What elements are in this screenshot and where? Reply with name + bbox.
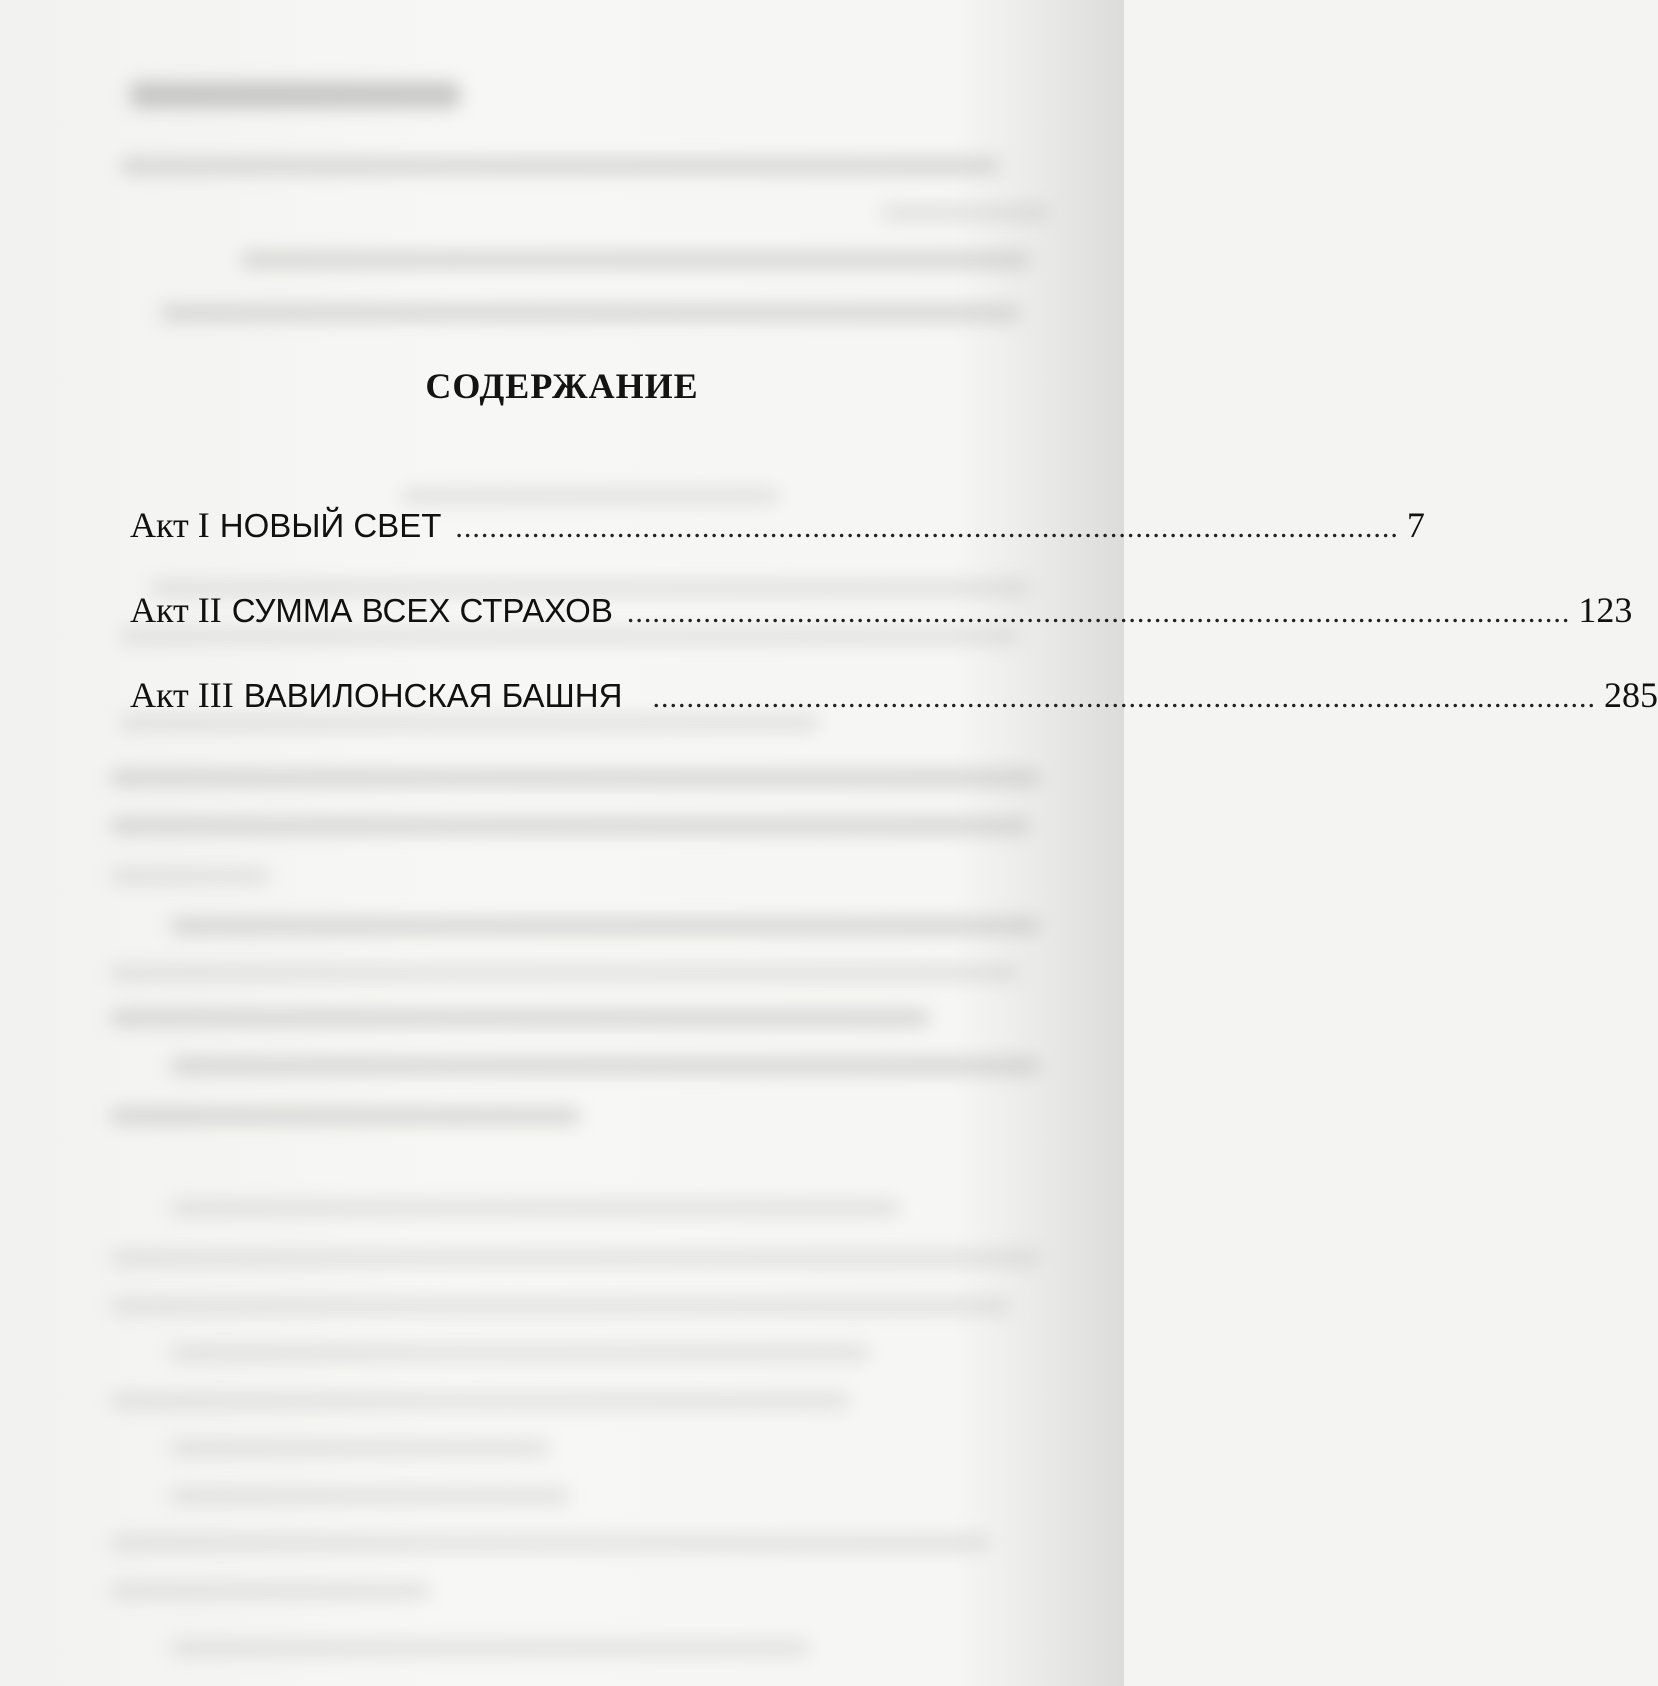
toc-entry xyxy=(130,589,1633,631)
toc-entry-act: Акт I xyxy=(130,505,210,545)
toc-entry-title: ВАВИЛОНСКАЯ БАШНЯ xyxy=(243,677,623,714)
toc-entry-act: Акт III xyxy=(130,675,234,715)
dot-leader: ............................................................................................................... xyxy=(455,511,1399,544)
toc-entry-page: 285 xyxy=(1603,675,1658,715)
toc-entry-title: НОВЫЙ СВЕТ xyxy=(219,507,442,544)
toc-entry xyxy=(130,674,1658,716)
dot-leader: ............................................................................................................... xyxy=(626,596,1571,629)
dot-leader: ............................................................................................................... xyxy=(652,681,1596,714)
toc-entry-page: 123 xyxy=(1578,590,1633,630)
contents-heading: СОДЕРЖАНИЕ xyxy=(425,366,699,406)
toc-entry xyxy=(130,504,1425,546)
toc-entry-act: Акт II xyxy=(130,590,222,630)
toc-entry-page: 7 xyxy=(1406,505,1425,545)
table-of-contents xyxy=(130,504,1658,716)
toc-entry-title: СУММА ВСЕХ СТРАХОВ xyxy=(231,592,613,629)
